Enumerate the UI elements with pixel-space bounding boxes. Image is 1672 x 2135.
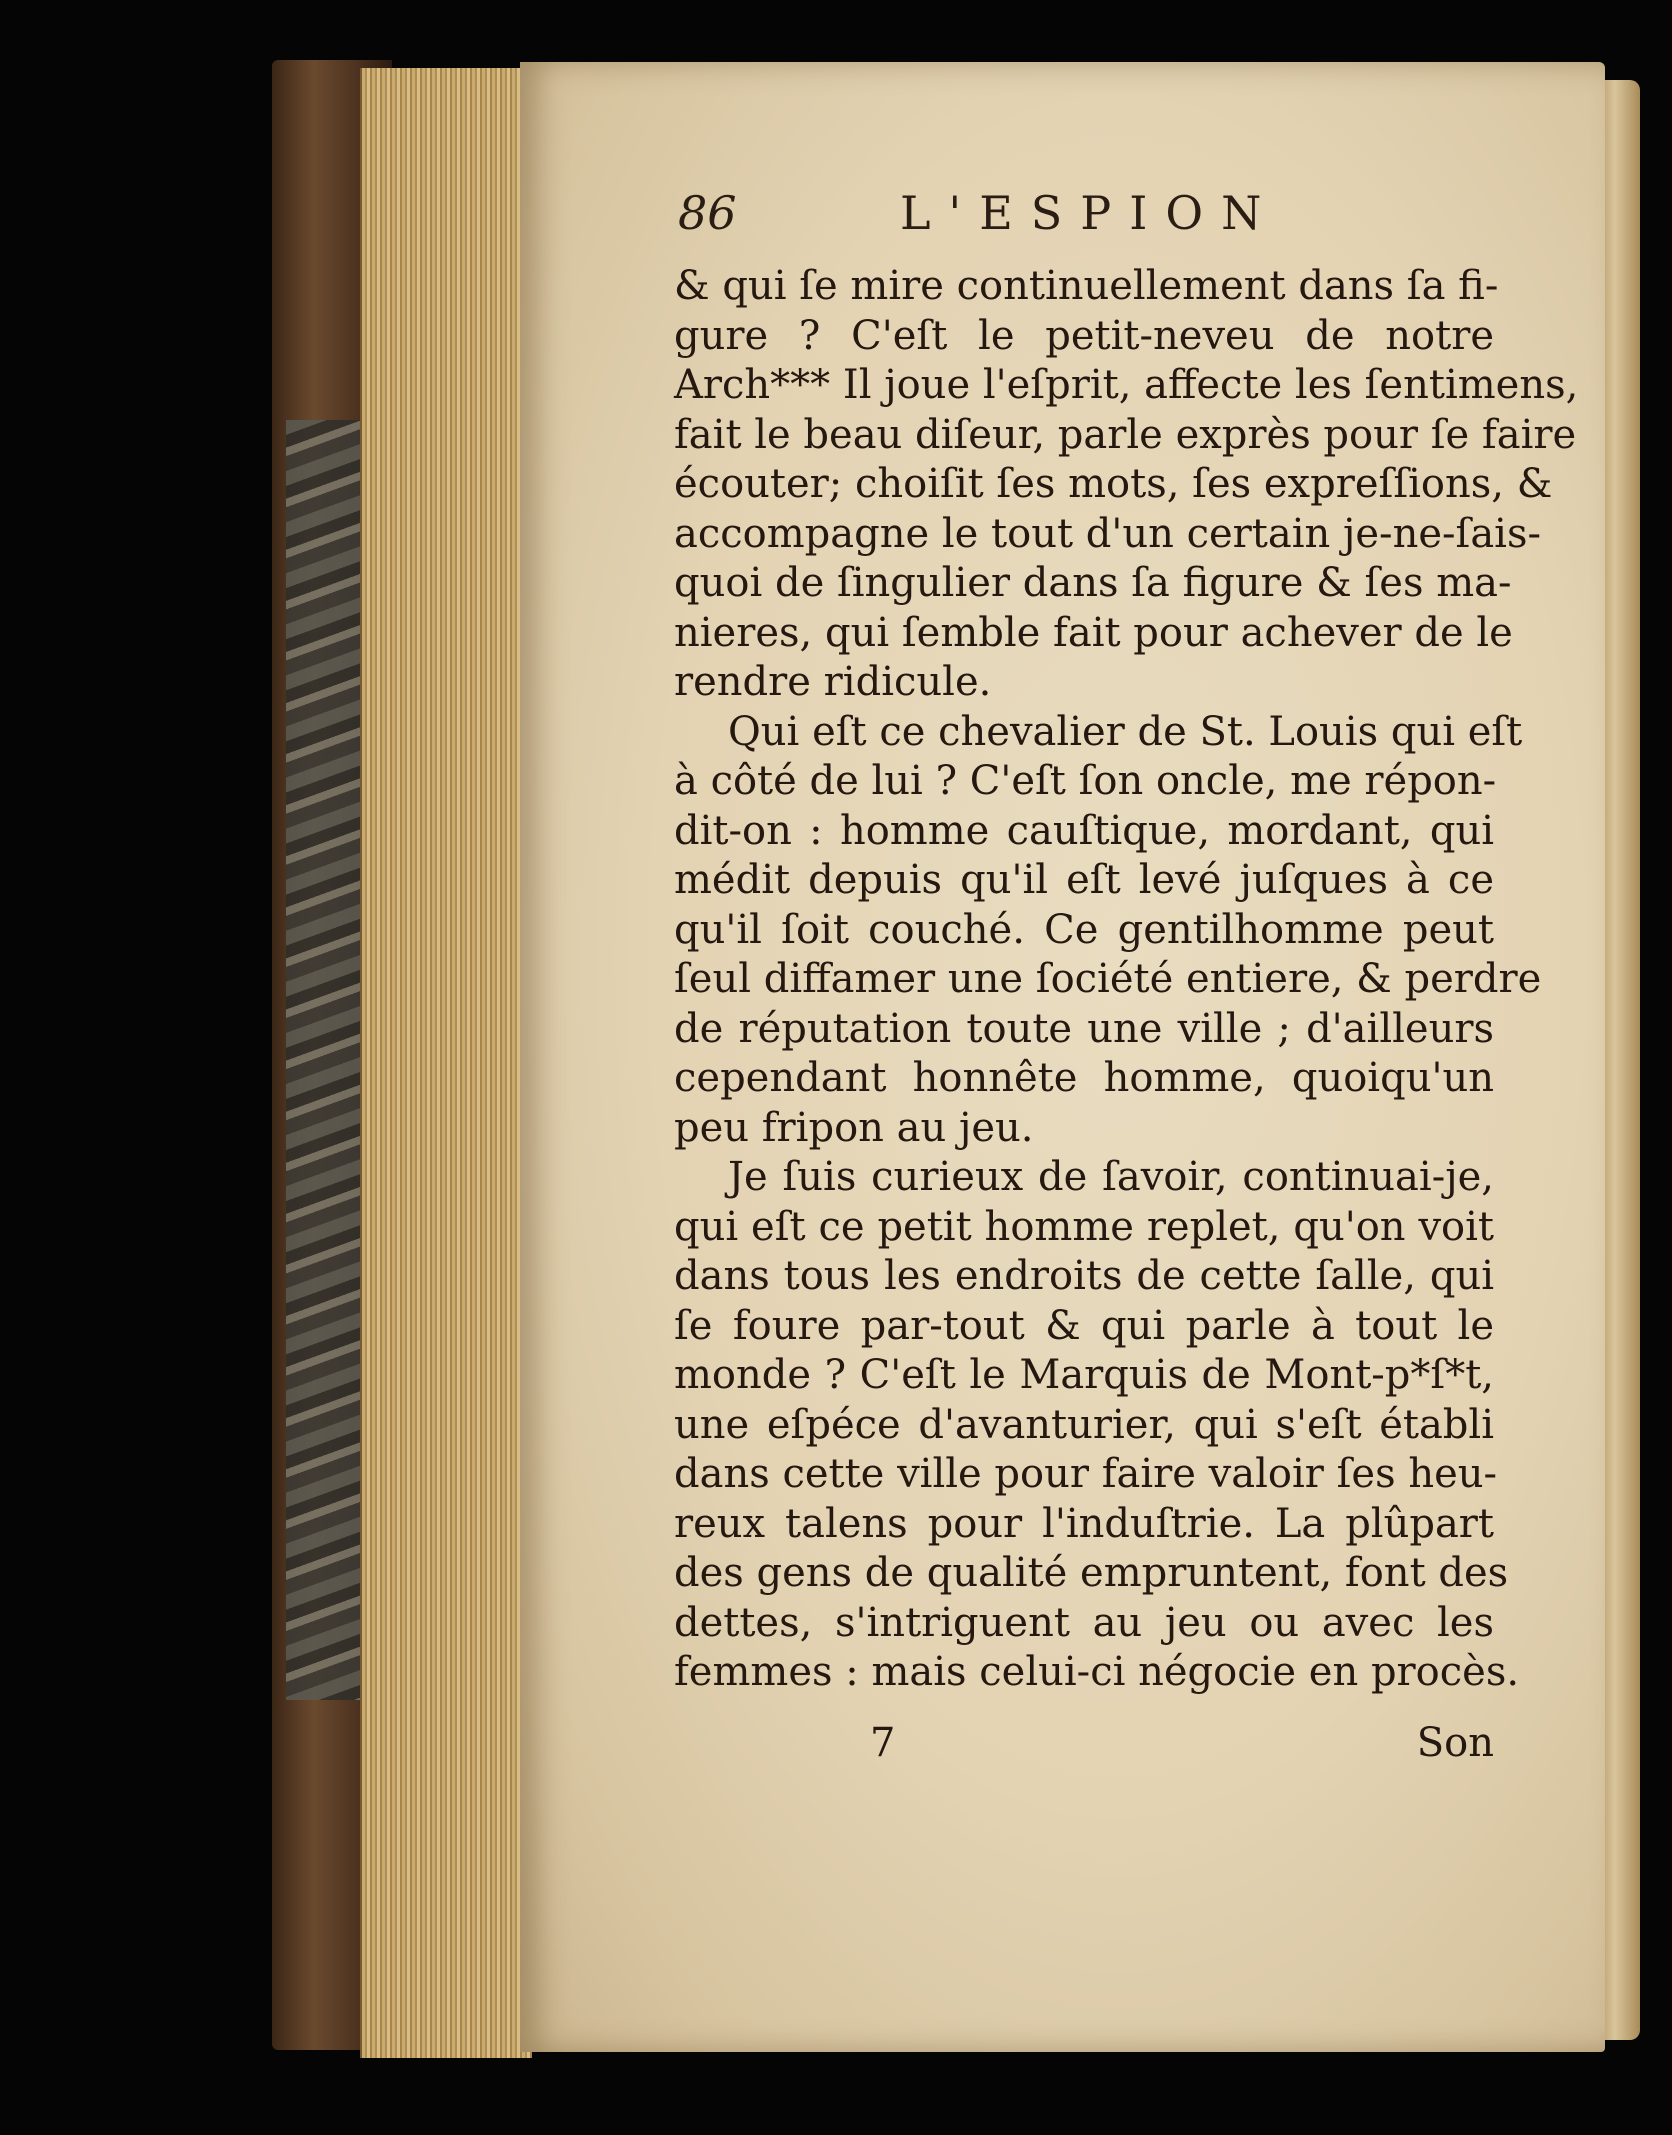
text-line: qui eſt ce petit homme replet, qu'on voit	[674, 1203, 1494, 1250]
text-line: quoi de ſingulier dans ſa figure & ſes ma-	[674, 560, 1512, 606]
page-block-edges	[360, 68, 532, 2058]
page-footer	[674, 1720, 1494, 1780]
text-line: & qui ſe mire continuellement dans ſa fi-	[674, 263, 1499, 309]
text-line: dit-on : homme cauſtique, mordant, qui	[674, 807, 1494, 854]
signature-mark: 7	[870, 1720, 896, 1766]
text-line: qu'il ſoit couché. Ce gentilhomme peut	[674, 906, 1494, 953]
body-text	[674, 262, 1579, 1698]
paragraph	[674, 262, 1579, 708]
catchword: Son	[1416, 1720, 1494, 1766]
text-line: Arch*** Il joue l'eſprit, affecte les ſentimens,	[674, 362, 1579, 408]
text-line: cependant honnête homme, quoiqu'un	[674, 1055, 1494, 1101]
text-line: écouter; choiſit ſes mots, ſes expreſſions, &	[674, 461, 1553, 507]
text-line: reux talens pour l'induſtrie. La plûpart	[674, 1500, 1494, 1547]
text-line: dans cette ville pour faire valoir ſes heu-	[674, 1451, 1498, 1497]
text-line: de réputation toute une ville ; d'ailleurs	[674, 1005, 1494, 1052]
text-line: dans tous les endroits de cette ſalle, qui	[674, 1253, 1494, 1299]
text-line: fait le beau diſeur, parle exprès pour ſe faire	[674, 411, 1577, 458]
text-line: à côté de lui ? C'eſt ſon oncle, me répon-	[674, 758, 1497, 804]
text-line: dettes, s'intriguent au jeu ou avec les	[674, 1599, 1494, 1646]
text-line: nieres, qui ſemble fait pour achever de le	[674, 609, 1513, 656]
text-line: femmes : mais celui-ci négocie en procès.	[674, 1649, 1520, 1695]
text-line: une eſpéce d'avanturier, qui s'eſt établi	[674, 1401, 1494, 1448]
text-line: des gens de qualité empruntent, font des	[674, 1550, 1509, 1596]
paragraph	[674, 708, 1542, 1154]
text-line: médit depuis qu'il eſt levé juſques à ce	[674, 857, 1494, 903]
text-line: gure ? C'eſt le petit-neveu de notre	[674, 312, 1494, 359]
text-line: Je ſuis curieux de ſavoir, continuai-je,	[728, 1154, 1494, 1200]
text-line: ſeul diffamer une ſociété entiere, & perdre	[674, 956, 1542, 1002]
text-line: monde ? C'eſt le Marquis de Mont-p*ſ*t,	[674, 1352, 1494, 1398]
text-line: ſe foure par-tout & qui parle à tout le	[674, 1302, 1494, 1349]
text-line: accompagne le tout d'un certain je-ne-ſais-	[674, 510, 1542, 557]
text-line: peu fripon au jeu.	[674, 1104, 1034, 1151]
paragraph	[674, 1153, 1520, 1698]
text-line: rendre ridicule.	[674, 659, 992, 705]
page-number: 86	[678, 186, 737, 240]
page-header	[678, 186, 1498, 256]
running-title: L'ESPION	[900, 186, 1280, 240]
text-line: Qui eſt ce chevalier de St. Louis qui eſt	[728, 708, 1523, 755]
